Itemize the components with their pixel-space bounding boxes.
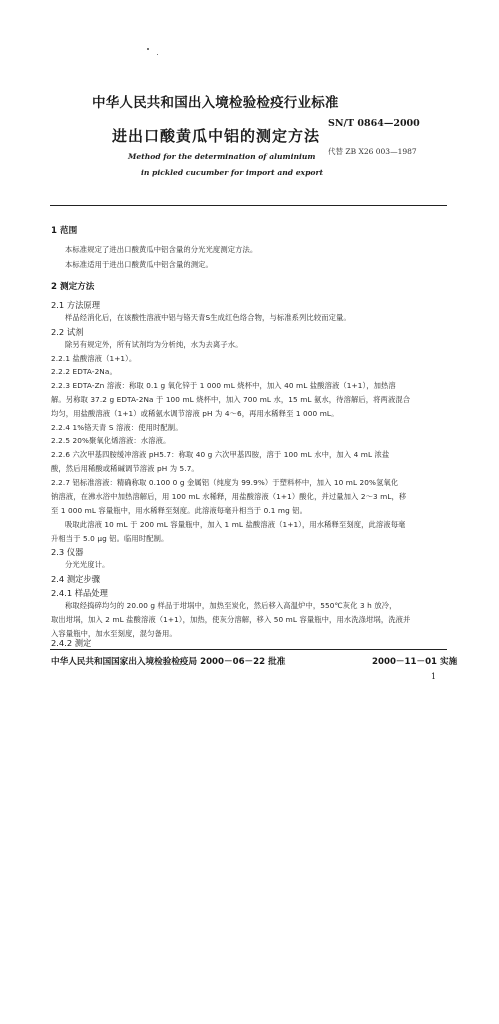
section-2-3-line: 分光光度计。 [65,560,110,569]
section-2-4-1-line: 称取经捣碎均匀的 20.00 g 样品于坩埚中，加热至炭化，然后移入高温炉中，550℃灰化 3 h 放冷， [65,601,397,610]
item-2-2-3-line: 均匀，用盐酸溶液（1+1）或稀氨水调节溶液 pH 为 4～6，再用水稀释至 1 000 mL。 [51,409,339,418]
document-title-cn: 进出口酸黄瓜中铝的测定方法 [112,127,321,145]
section-2-2-heading: 2.2 试剂 [51,327,84,337]
item-2-2-4: 2.2.4 1%铬天青 S 溶液：使用时配制。 [51,423,183,432]
item-2-2-7-line: 升相当于 5.0 μg 铝。临用时配制。 [51,534,169,543]
section-1-heading: 1 范围 [51,226,78,236]
approval-statement: 中华人民共和国国家出入境检验检疫局 2000－06－22 批准 [51,657,286,667]
item-2-2-3-line: 解。另称取 37.2 g EDTA-2Na 于 100 mL 烧杯中，加入 700 mL 水，15 mL 氨水，待溶解后，将两液混合 [51,395,411,404]
header-divider [50,205,447,206]
section-2-3-heading: 2.3 仪器 [51,547,84,557]
section-2-4-2-heading: 2.4.2 测定 [51,638,92,648]
section-1-line: 本标准适用于进出口酸黄瓜中铝含量的测定。 [65,260,213,269]
item-2-2-3-line: 2.2.3 EDTA-Zn 溶液：称取 0.1 g 氧化锌于 1 000 mL 烧杯中，加入 40 mL 盐酸溶液（1+1），加热溶 [51,381,396,390]
scan-speck [147,48,149,50]
implementation-date: 2000－11－01 实施 [372,657,458,667]
section-2-2-line: 除另有规定外，所有试剂均为分析纯，水为去离子水。 [65,340,243,349]
page-number: 1 [431,672,437,681]
item-2-2-7-line: 2.2.7 铝标准溶液：精确称取 0.100 0 g 金属铝（纯度为 99.9%）于塑料杯中，加入 10 mL 20%氢氧化 [51,478,399,487]
organization-standard-heading: 中华人民共和国出入境检验检疫行业标准 [92,95,339,111]
document-title-en-line2: in pickled cucumber for import and export [141,168,323,177]
document-title-en-line1: Method for the determination of aluminium [128,152,316,161]
section-1-line: 本标准规定了进出口酸黄瓜中铝含量的分光光度测定方法。 [65,245,258,254]
item-2-2-7-line: 至 1 000 mL 容量瓶中，用水稀释至刻度。此溶液每毫升相当于 0.1 mg 铝。 [51,506,308,515]
footer-divider [50,649,447,650]
section-2-4-1-heading: 2.4.1 样品处理 [51,588,108,598]
section-2-4-1-line: 取出坩埚，加入 2 mL 盐酸溶液（1+1），加热，使灰分溶解，移入 50 mL 容量瓶中，用水洗涤坩埚，洗液并 [51,615,411,624]
item-2-2-7-line: 吸取此溶液 10 mL 于 200 mL 容量瓶中，加入 1 mL 盐酸溶液（1+1），用水稀释至刻度，此溶液每毫 [65,520,406,529]
section-2-1-line: 样品经消化后，在该酸性溶液中铝与铬天青S生成红色络合物，与标准系列比较而定量。 [65,313,351,322]
section-2-4-1-line: 入容量瓶中，加水至刻度，混匀备用。 [51,629,177,638]
standard-number: SN/T 0864—2000 [328,118,420,129]
section-2-heading: 2 测定方法 [51,282,95,292]
item-2-2-6-line: 酸，然后用稀酸或稀碱调节溶液 pH 为 5.7。 [51,464,199,473]
section-2-1-heading: 2.1 方法原理 [51,300,101,310]
item-2-2-7-line: 钠溶液，在沸水浴中加热溶解后，用 100 mL 水稀释，用盐酸溶液（1+1）酸化，并过量加入 2～3 mL，移 [51,492,407,501]
item-2-2-2: 2.2.2 EDTA-2Na。 [51,367,117,376]
item-2-2-5: 2.2.5 20%聚氧化烯溶液：水溶液。 [51,436,171,445]
section-2-4-heading: 2.4 测定步骤 [51,574,101,584]
scan-speck [157,54,158,55]
replaces-note: 代替 ZB X26 003—1987 [328,147,417,156]
item-2-2-6-line: 2.2.6 六次甲基四胺缓冲溶液 pH5.7：称取 40 g 六次甲基四胺，溶于 100 mL 水中，加入 4 mL 浓盐 [51,450,390,459]
item-2-2-1: 2.2.1 盐酸溶液（1+1）。 [51,354,137,363]
